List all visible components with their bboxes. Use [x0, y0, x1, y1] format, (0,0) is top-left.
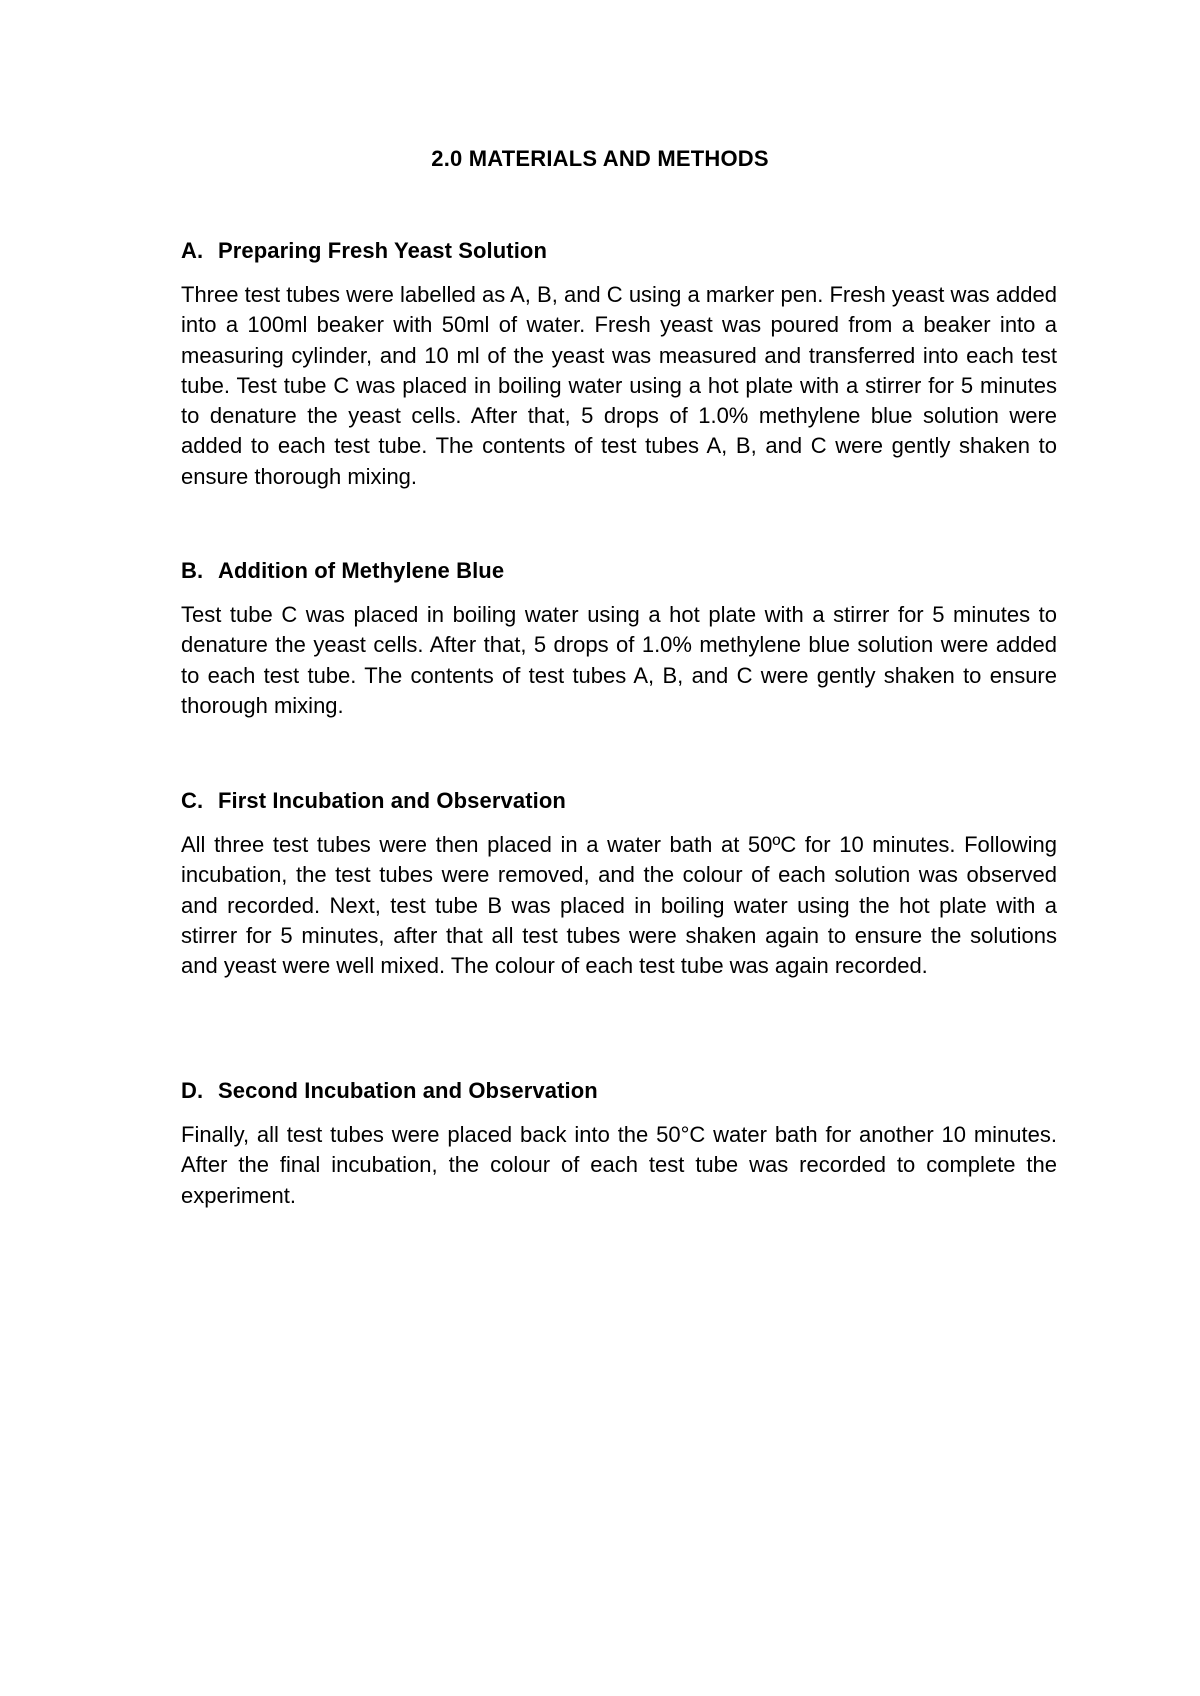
section-b: [181, 556, 1057, 721]
section-d: [181, 1076, 1057, 1211]
section-b-heading: [181, 556, 1057, 586]
section-b-letter: B.: [181, 558, 204, 583]
section-a-body: Three test tubes were labelled as A, B, and C using a marker pen. Fresh yeast was added into a 100ml beaker with 50ml of water. Fresh yeast was poured from a beaker into a measuring cylinder, and 10 ml of the yeast was measured and transferred into each test tube. Test tube C was placed in boiling water using a hot plate with a stirrer for 5 minutes to denature the yeast cells. After that, 5 drops of 1.0% methylene blue solution were added to each test tube. The contents of test tubes A, B, and C were gently shaken to ensure thorough mixing.: [181, 282, 1057, 489]
section-d-body: Finally, all test tubes were placed back into the 50°C water bath for another 10 minutes. After the final incubation, the colour of each test tube was recorded to complete the experiment.: [181, 1122, 1057, 1208]
section-c-title: First Incubation and Observation: [218, 788, 566, 813]
section-a-title: Preparing Fresh Yeast Solution: [218, 238, 548, 263]
section-c-letter: C.: [181, 788, 204, 813]
section-d-title: Second Incubation and Observation: [218, 1078, 598, 1103]
section-a: [181, 236, 1057, 492]
section-a-letter: A.: [181, 238, 204, 263]
section-d-heading: [181, 1076, 1057, 1106]
document-title: 2.0 MATERIALS AND METHODS: [431, 146, 769, 171]
section-c: [181, 786, 1057, 981]
section-b-title: Addition of Methylene Blue: [218, 558, 505, 583]
section-c-heading: [181, 786, 1057, 816]
section-c-body: All three test tubes were then placed in a water bath at 50ºC for 10 minutes. Following incubation, the test tubes were removed, and the colour of each solution was observed and recorded. Next, test tube B was placed in boiling water using the hot plate with a stirrer for 5 minutes, after that all test tubes were shaken again to ensure the solutions and yeast were well mixed. The colour of each test tube was again recorded.: [181, 832, 1057, 979]
section-b-body: Test tube C was placed in boiling water using a hot plate with a stirrer for 5 minutes to denature the yeast cells. After that, 5 drops of 1.0% methylene blue solution were added to each test tube. The contents of test tubes A, B, and C were gently shaken to ensure thorough mixing.: [181, 602, 1057, 718]
section-d-letter: D.: [181, 1078, 204, 1103]
section-a-heading: [181, 236, 1057, 266]
